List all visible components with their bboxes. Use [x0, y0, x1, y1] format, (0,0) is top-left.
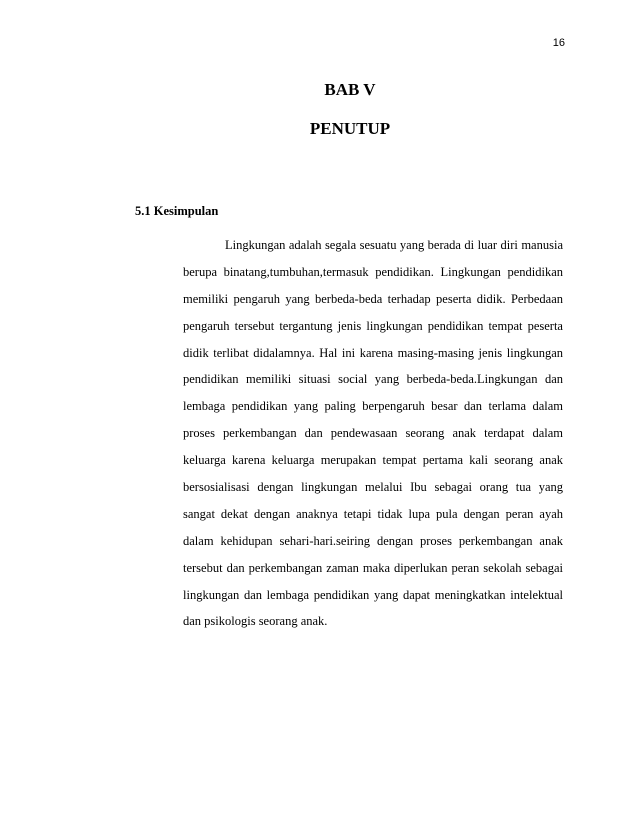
- paragraph-line: didik terlibat didalamnya. Hal ini karena masing-masing jenis lingkungan: [183, 345, 563, 360]
- paragraph-line: sangat dekat dengan anaknya tetapi tidak lupa pula dengan peran ayah: [183, 506, 563, 521]
- chapter-title: PENUTUP: [309, 119, 391, 138]
- paragraph-line: bersosialisasi dengan lingkungan melalui Ibu sebagai orang tua yang: [183, 480, 563, 495]
- paragraph-line: pengaruh tersebut tergantung jenis lingkungan pendidikan tempat peserta: [183, 318, 563, 333]
- paragraph-line: pendidikan memiliki situasi social yang berbeda-beda.Lingkungan dan: [183, 372, 563, 387]
- paragraph-line: lembaga pendidikan yang paling berpengaruh besar dan terlama dalam: [183, 399, 563, 414]
- chapter-label: BAB V: [324, 80, 376, 99]
- paragraph-line: lingkungan dan lembaga pendidikan yang dapat meningkatkan intelektual: [183, 587, 563, 602]
- paragraph: [183, 232, 563, 635]
- page-number: 16: [552, 37, 565, 49]
- paragraph-line: Lingkungan adalah segala sesuatu yang berada di luar diri manusia: [225, 238, 563, 252]
- paragraph-line: berupa binatang,tumbuhan,termasuk pendidikan. Lingkungan pendidikan: [183, 264, 563, 279]
- paragraph-line: tersebut dan perkembangan zaman maka diperlukan peran sekolah sebagai: [183, 560, 563, 575]
- paragraph-line: dan psikologis seorang anak.: [183, 614, 328, 629]
- paragraph-line: proses perkembangan dan pendewasaan seorang anak terdapat dalam: [183, 426, 563, 441]
- section-heading: 5.1 Kesimpulan: [135, 204, 219, 218]
- paragraph-line: keluarga karena keluarga merupakan tempat pertama kali seorang anak: [183, 453, 563, 468]
- paragraph-line: dalam kehidupan sehari-hari.seiring dengan proses perkembangan anak: [183, 533, 563, 548]
- paragraph-line: memiliki pengaruh yang berbeda-beda terhadap peserta didik. Perbedaan: [183, 291, 563, 306]
